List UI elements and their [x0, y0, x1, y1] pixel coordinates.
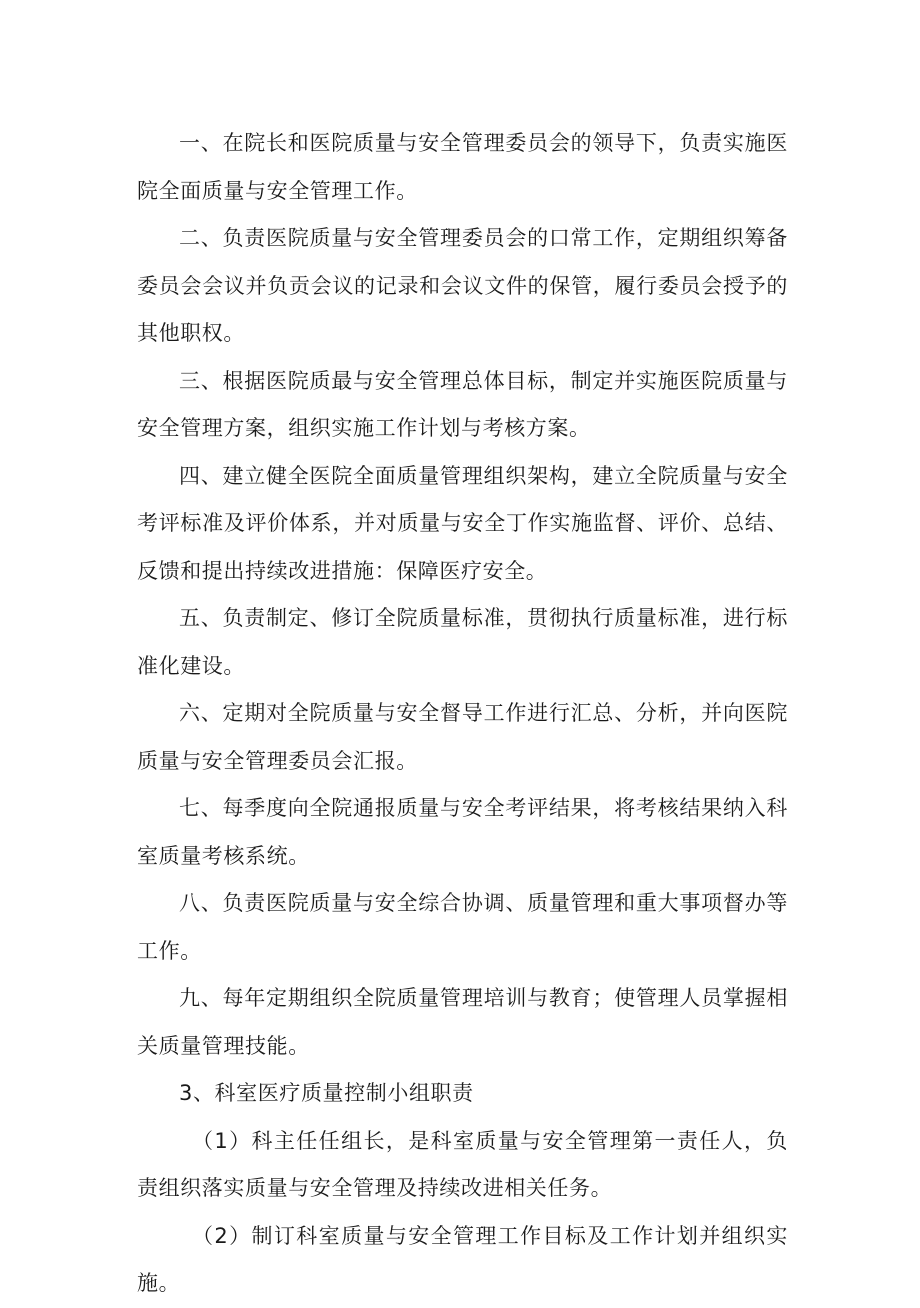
duty-item-5: 五、负责制定、修订全院质量标准，贯彻执行质量标准，进行标准化建设。: [137, 606, 788, 678]
duty-item-1: 一、在院长和医院质量与安全管理委员会的领导下，负责实施医院全面质量与安全管理工作。: [137, 131, 788, 203]
duty-item-2: 二、负责医院质量与安全管理委员会的口常工作，定期组织筹备委员会会议并负贡会议的记录和会议文件的保管，履行委员会授予的其他职权。: [137, 226, 788, 345]
duty-item-8: 八、负责医院质量与安全综合协调、质量管理和重大事项督办等工作。: [137, 891, 788, 963]
duty-item-9: 九、每年定期组织全院质量管理培训与教育；使管理人员掌握相关质量管理技能。: [137, 986, 788, 1058]
sub-item-2: （2）制订科室质量与安全管理工作目标及工作计划并组织实施。: [137, 1223, 788, 1295]
sub-item-1: （1）科主任任组长，是科室质量与安全管理第一责任人，负责组织落实质量与安全管理及持续改进相关任务。: [137, 1128, 788, 1200]
section-heading: 3、科室医疗质量控制小组职责: [179, 1081, 474, 1105]
duty-item-4: 四、建立健全医院全面质量管理组织架构，建立全院质量与安全考评标准及评价体系，并对质量与安全丁作实施监督、评价、总结、反馈和提出持续改进措施：保障医疗安全。: [137, 463, 788, 583]
duty-item-3: 三、根据医院质最与安全管理总体目标，制定并实施医院质量与安全管理方案，组织实施工作计划与考核方案。: [137, 368, 788, 440]
duty-item-6: 六、定期对全院质量与安全督导工作进行汇总、分析，并向医院质量与安全管理委员会汇报。: [137, 701, 788, 773]
duty-item-7: 七、每季度向全院通报质量与安全考评结果，将考核结果纳入科室质量考核系统。: [137, 796, 788, 868]
